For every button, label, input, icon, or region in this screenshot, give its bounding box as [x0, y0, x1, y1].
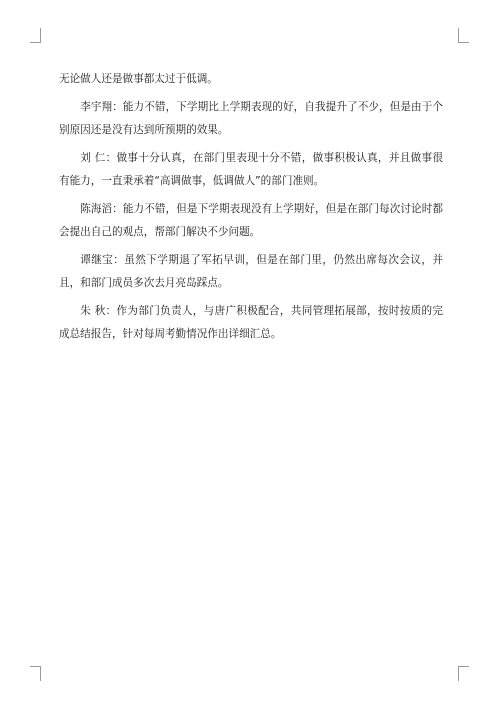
paragraph-continuation: 无论做人还是做事都太过于低调。 — [59, 73, 218, 85]
paragraph-tan-jibao: 谭继宝：虽然下学期退了军拓早训，但是在部门里，仍然出席每次会议，并且，和部门成员多次去月亮岛踩点。 — [59, 254, 443, 289]
paragraph-zhu-qiu: 朱 秋：作为部门负责人，与唐广积极配合，共同管理拓展部，按时按质的完成总结报告，针对每周考勤情况作出详细汇总。 — [59, 305, 443, 340]
crop-mark-bottom-right — [458, 666, 469, 681]
crop-mark-bottom-left — [30, 666, 41, 681]
paragraph-liu-ren: 刘 仁：做事十分认真，在部门里表现十分不错，做事积极认真，并且做事很有能力，一直秉承着“高调做事，低调做人”的部门准则。 — [59, 152, 443, 187]
crop-mark-top-right — [458, 28, 469, 43]
paragraph-chen-haitao: 陈海滔：能力不错，但是下学期表现没有上学期好，但是在部门每次讨论时都会提出自己的观点，帮部门解决不少问题。 — [59, 203, 443, 238]
crop-mark-top-left — [30, 28, 41, 43]
paragraph-li-yuxiang: 李宇翔：能力不错，下学期比上学期表现的好，自我提升了不少，但是由于个别原因还是没有达到所预期的效果。 — [59, 101, 443, 136]
document-body — [59, 68, 443, 351]
